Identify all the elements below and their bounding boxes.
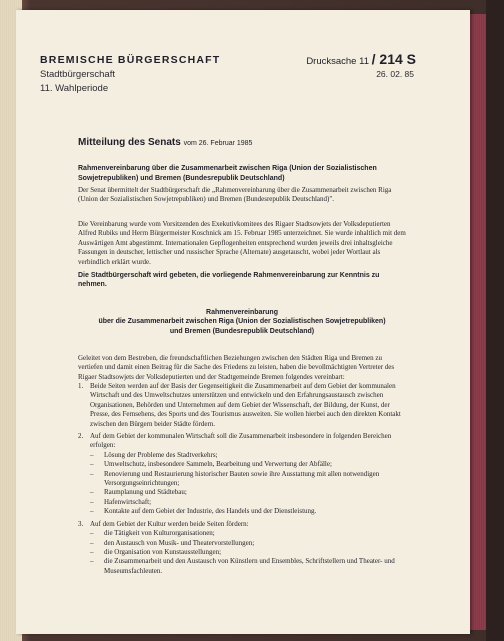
item-body [90,382,408,429]
item-subpoint [90,507,408,516]
item-subpoint [90,451,408,460]
item-number: 3. [78,519,84,528]
subpoint-text: den Austausch von Musik- und Theatervorstellungen; [104,538,255,547]
dash-marker: – [90,557,94,566]
header-left [40,54,220,94]
item-body [90,520,408,576]
legislative-period: 11. Wahlperiode [40,83,109,94]
chamber-name: Stadtbürgerschaft [40,69,115,80]
agreement-heading-line3: und Bremen (Bundesrepublik Deutschland) [169,327,315,335]
dash-marker: – [90,507,94,516]
subpoint-text: Lösung der Probleme des Stadtverkehrs; [104,450,218,459]
item-number: 1. [78,382,84,390]
dash-marker: – [90,469,94,478]
header-right [256,51,416,79]
paragraph-1: Der Senat übermittelt der Stadtbürgerschaft die „Rahmenvereinbarung über die Zusammenarbeit zwischen Riga (Union der Sozialistischen Sowjetrepubliken) und Bremen (Bundesrepublik Deutschland)". [78,186,392,204]
item-subpoint [90,548,408,557]
agreement-item [78,382,408,429]
item-body [90,432,408,517]
agreement-heading [78,308,406,336]
page-edges [470,14,486,630]
paragraph-request: Die Stadtbürgerschaft wird gebeten, die vorliegende Rahmenvereinbarung zur Kenntnis zu nehmen. [78,272,380,289]
item-text: Beide Seiten werden auf der Basis der Gegenseitigkeit die Zusammenarbeit auf dem Gebiet der kommunalen Wirtschaft und des Umweltschutzes unterstützen und entwickeln und den Erfahrungsaustausch zwischen Organisationen, Behörden und Unternehmen auf dem Gebiet der Wissenschaft, der Bildung, der Kunst, der Presse, des Fernsehens, des Sports und des Tourismus ausweiten. Sie wollen hierbei auch den direkten Kontakt zwischen den Bürgern beider Städte fördern. [90,382,401,428]
subpoint-text: Umweltschutz, insbesondere Sammeln, Bearbeitung und Verwertung der Abfälle; [104,460,332,469]
dash-marker: – [90,538,94,547]
item-subpoint [90,529,408,538]
agreement-heading-line2: über die Zusammenarbeit zwischen Riga (Union der Sozialistischen Sowjetrepubliken) [98,318,386,326]
subpoint-text: Renovierung und Restaurierung historischer Bauten sowie ihre Ausstattung mit allen notwendigen Versorgungseinrichtungen; [104,469,380,488]
dash-marker: – [90,460,94,469]
item-subpoint [90,460,408,469]
agreement-item [78,520,408,576]
agreement-heading-line1: Rahmenvereinbarung [206,309,278,316]
title-main: Mitteilung des Senats [78,137,181,148]
dash-marker: – [90,547,94,556]
document-title [78,137,252,148]
subject-heading: Rahmenvereinbarung über die Zusammenarbeit zwischen Riga (Union der Sozialistischen Sowjetrepubliken) und Bremen (Bundesrepublik Deutschland) [78,165,377,182]
document-date: 26. 02. 85 [376,69,414,79]
dash-marker: – [90,450,94,459]
document-number: Drucksache 11 / 214 S [306,51,416,67]
item-text: Auf dem Gebiet der kommunalen Wirtschaft soll die Zusammenarbeit insbesondere in folgenden Bereichen erfolgen: [90,432,392,450]
item-subpoint [90,488,408,497]
drucksache-label: Drucksache 11 [306,56,369,67]
drucksache-number: 214 S [379,51,416,67]
document-page [16,10,470,634]
book-cover [486,0,504,641]
organization-name: BREMISCHE BÜRGERSCHAFT [40,54,221,66]
item-subpoint [90,498,408,507]
item-number: 2. [78,432,84,441]
subpoint-text: die Organisation von Kunstausstellungen; [104,547,222,556]
item-subpoint [90,470,408,489]
agreement-item [78,432,408,517]
paragraph-2: Die Vereinbarung wurde vom Vorsitzenden des Exekutivkomitees des Rigaer Stadtsowjets der Volksdeputierten Alfred Rubiks und Herrn Bürgermeister Koschnick am 15. Februar 1985 unterzeichnet. Sie wurde inhaltlich mit dem Auswärtigen Amt abgestimmt. Internationalen Gepflogenheiten entsprechend wurden jeweils drei inhaltsgleiche Fassungen in deutscher, lettischer und russischer Sprache (Alternate) ausgetauscht, wobei jeder Wortlaut als verbindlich erklärt wurde. [78,220,406,266]
subpoint-text: Kontakte auf dem Gebiet der Industrie, des Handels und der Dienstleistung. [104,507,317,516]
item-subpoint [90,539,408,548]
subpoint-text: die Tätigkeit von Kulturorganisationen; [104,529,215,538]
preamble: Geleitet von dem Bestreben, die freundschaftlichen Beziehungen zwischen den Städten Riga und Bremen zu vertiefen und damit einen Beitrag für die Sache des Friedens zu leisten, haben die bevollmächtigten Vertreter des Rigaer Stadtsowjets der Volksdeputierten und der Stadtgemeinde Bremen folgendes vereinbart: [78,354,395,381]
item-subpoint [90,557,408,576]
dash-marker: – [90,488,94,497]
subpoint-text: die Zusammenarbeit und den Austausch von Künstlern und Ensembles, Schriftstellern und Theater- und Museumsfachleuten. [104,557,395,575]
item-text: Auf dem Gebiet der Kultur werden beide Seiten fördern: [90,519,249,528]
subpoint-text: Hafenwirtschaft; [104,497,152,506]
title-date: vom 26. Februar 1985 [183,140,253,147]
dash-marker: – [90,529,94,538]
subpoint-text: Raumplanung und Städtebau; [104,488,187,497]
agreement-items [78,382,408,579]
dash-marker: – [90,497,94,506]
